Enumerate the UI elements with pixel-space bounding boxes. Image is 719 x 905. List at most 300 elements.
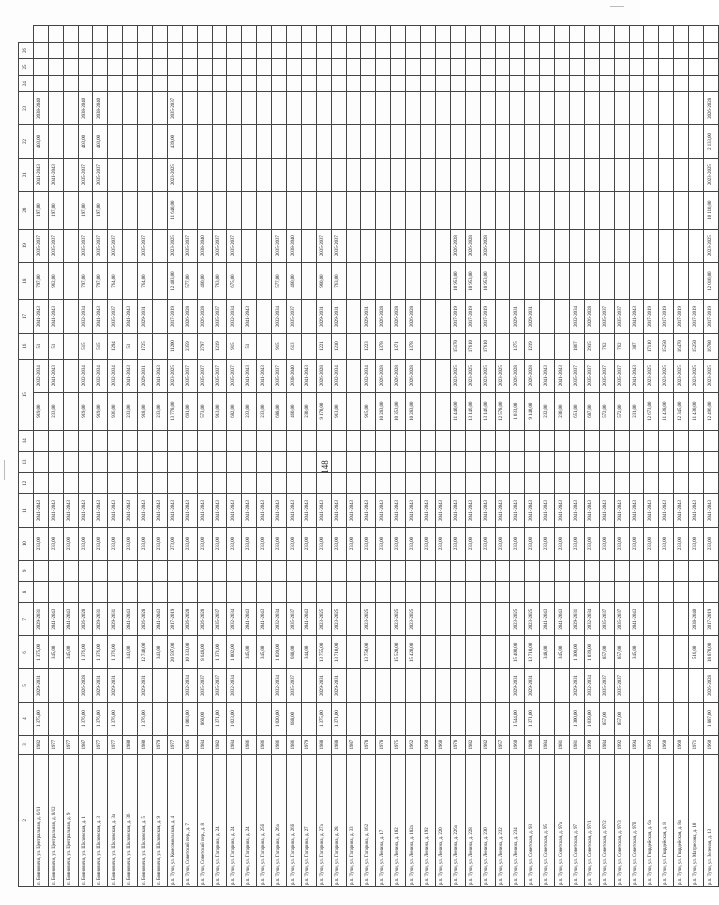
- table-cell: [123, 581, 138, 602]
- table-cell: [584, 125, 599, 158]
- table-cell: [659, 158, 674, 191]
- table-cell: [599, 262, 614, 300]
- table-cell: [123, 42, 138, 59]
- table-cell: [480, 125, 495, 158]
- table-cell: 857,00: [614, 636, 629, 669]
- table-row: [33, 26, 48, 887]
- table-cell: [316, 191, 331, 229]
- table-cell: 1986: [272, 735, 287, 754]
- table-cell: [331, 560, 346, 581]
- table-cell: [435, 636, 450, 669]
- table-cell: 1980: [138, 735, 153, 754]
- table-cell: [659, 191, 674, 229]
- table-cell: [301, 262, 316, 300]
- table-cell: [406, 581, 421, 602]
- table-cell: [555, 125, 570, 158]
- table-cell: [376, 158, 391, 191]
- table-cell: [316, 560, 331, 581]
- table-cell: [421, 42, 436, 59]
- table-cell: [108, 560, 123, 581]
- table-cell: [376, 229, 391, 262]
- table-cell: 2029-2031: [331, 669, 346, 702]
- table-cell: 1988: [331, 735, 346, 754]
- table-cell: [257, 451, 272, 472]
- table-cell: [450, 26, 465, 43]
- table-cell: [584, 59, 599, 76]
- table-cell: [450, 42, 465, 59]
- table-cell: 2032-2034: [272, 669, 287, 702]
- table-cell: [301, 158, 316, 191]
- table-cell: [257, 430, 272, 451]
- table-cell: 403,00: [78, 125, 93, 158]
- table-cell: 51: [123, 333, 138, 359]
- table-cell: [242, 75, 257, 92]
- address-cell: р.п. Тучи, ул. Ленина, д. 234: [510, 754, 525, 886]
- scan-mark: [4, 460, 5, 480]
- table-cell: 233,00: [153, 527, 168, 560]
- table-cell: [406, 92, 421, 125]
- table-cell: [569, 42, 584, 59]
- table-cell: [495, 125, 510, 158]
- table-cell: 2035-2037: [197, 359, 212, 392]
- table-cell: [629, 158, 644, 191]
- table-cell: [242, 581, 257, 602]
- table-cell: 1 376,00: [108, 636, 123, 669]
- table-cell: [301, 560, 316, 581]
- table-cell: 2032-2034: [361, 359, 376, 392]
- table-cell: [644, 26, 659, 43]
- table-cell: 9 170,00: [316, 392, 331, 430]
- table-cell: 1984: [227, 735, 242, 754]
- table-cell: [287, 26, 302, 43]
- table-cell: [123, 473, 138, 494]
- table-cell: 1 300,00: [569, 636, 584, 669]
- table-cell: [257, 560, 272, 581]
- table-cell: 2041-2043: [257, 359, 272, 392]
- table-cell: [584, 430, 599, 451]
- table-cell: [659, 59, 674, 76]
- table-cell: [406, 125, 421, 158]
- table-cell: 2035-2037: [197, 669, 212, 702]
- table-cell: 2032-2034: [569, 300, 584, 333]
- table-cell: [361, 669, 376, 702]
- table-cell: [510, 75, 525, 92]
- table-cell: 2041-2043: [48, 158, 63, 191]
- table-cell: [421, 125, 436, 158]
- table-cell: 2035-2037: [93, 158, 108, 191]
- table-cell: [659, 262, 674, 300]
- address-cell: р.п. Тучи, ул. Советская, д. 97б: [629, 754, 644, 886]
- table-cell: [346, 473, 361, 494]
- table-cell: 2017-2019: [450, 300, 465, 333]
- address-cell: р.п. Тучи, ул. Ленина, д. 182а: [406, 754, 421, 886]
- table-cell: [510, 26, 525, 43]
- address-cell: р.п. Тучи, Советский пер., д. 8: [197, 754, 212, 886]
- table-cell: [540, 702, 555, 735]
- table-cell: 1960: [703, 735, 718, 754]
- table-cell: [153, 581, 168, 602]
- table-cell: 1988: [316, 735, 331, 754]
- table-cell: [346, 359, 361, 392]
- table-cell: [495, 42, 510, 59]
- table-cell: [674, 42, 689, 59]
- table-cell: [287, 581, 302, 602]
- table-row: [421, 26, 436, 887]
- address-cell: р.п. Тучи, ул. Гагарина, д. 162: [361, 754, 376, 886]
- table-cell: 2041-2043: [197, 494, 212, 527]
- table-cell: 2035-2037: [569, 359, 584, 392]
- table-cell: [93, 560, 108, 581]
- table-cell: 51: [48, 333, 63, 359]
- table-cell: [510, 451, 525, 472]
- table-cell: [644, 473, 659, 494]
- table-cell: [287, 42, 302, 59]
- table-cell: 2026-2028: [510, 359, 525, 392]
- table-cell: 2038-2040: [93, 92, 108, 125]
- table-cell: [227, 92, 242, 125]
- table-cell: [391, 191, 406, 229]
- table-cell: [167, 560, 182, 581]
- table-cell: [525, 229, 540, 262]
- table-cell: 2915: [584, 333, 599, 359]
- table-cell: [391, 26, 406, 43]
- table-cell: [108, 451, 123, 472]
- table-cell: 1977: [167, 735, 182, 754]
- table-cell: 2041-2043: [435, 494, 450, 527]
- table-cell: [421, 262, 436, 300]
- table-cell: [153, 59, 168, 76]
- table-row: [584, 26, 599, 887]
- table-cell: [197, 42, 212, 59]
- table-cell: 233,00: [227, 527, 242, 560]
- table-cell: [301, 229, 316, 262]
- table-cell: [242, 430, 257, 451]
- address-cell: п. Бояновичи, ул. Шкловская, д. 9: [153, 754, 168, 886]
- table-cell: [376, 636, 391, 669]
- table-cell: [78, 473, 93, 494]
- table-cell: [421, 26, 436, 43]
- table-cell: [331, 581, 346, 602]
- table-cell: 2041-2043: [33, 300, 48, 333]
- table-cell: [227, 451, 242, 472]
- table-cell: [495, 229, 510, 262]
- table-cell: [495, 59, 510, 76]
- table-row: [182, 26, 197, 887]
- table-cell: 2041-2043: [123, 300, 138, 333]
- table-cell: [331, 430, 346, 451]
- table-cell: [495, 191, 510, 229]
- header-cell: 13: [19, 451, 34, 472]
- table-cell: [376, 451, 391, 472]
- table-row: [465, 26, 480, 887]
- table-cell: 1867: [569, 333, 584, 359]
- table-cell: 233,00: [316, 527, 331, 560]
- table-cell: 345,00: [257, 636, 272, 669]
- table-cell: [584, 92, 599, 125]
- table-cell: [361, 92, 376, 125]
- table-cell: 762: [599, 333, 614, 359]
- table-cell: 233,00: [123, 392, 138, 430]
- table-cell: 2029-2031: [138, 669, 153, 702]
- table-cell: [33, 560, 48, 581]
- table-row: [614, 26, 629, 887]
- table-cell: [421, 158, 436, 191]
- table-row: [301, 26, 316, 887]
- table-cell: [167, 75, 182, 92]
- table-cell: [153, 191, 168, 229]
- table-cell: [614, 26, 629, 43]
- table-cell: [391, 262, 406, 300]
- table-cell: [242, 92, 257, 125]
- header-cell: 21: [19, 158, 34, 191]
- table-cell: 1977: [108, 735, 123, 754]
- table-cell: 230,00: [301, 392, 316, 430]
- table-cell: 233,00: [525, 527, 540, 560]
- table-cell: [510, 59, 525, 76]
- table-cell: [123, 125, 138, 158]
- address-cell: р.п. Тучи, ул. Ленина, д. 230: [480, 754, 495, 886]
- table-cell: 2041-2043: [301, 494, 316, 527]
- table-cell: 2032-2034: [227, 669, 242, 702]
- table-cell: [301, 59, 316, 76]
- table-row: [689, 26, 704, 887]
- table-cell: [197, 191, 212, 229]
- table-cell: [495, 473, 510, 494]
- table-cell: [63, 92, 78, 125]
- table-cell: [287, 473, 302, 494]
- table-cell: 919,00: [33, 392, 48, 430]
- table-cell: [703, 75, 718, 92]
- table-cell: [629, 702, 644, 735]
- table-cell: [391, 560, 406, 581]
- table-cell: 2032-2034: [227, 603, 242, 636]
- table-cell: 1960: [421, 735, 436, 754]
- table-cell: 2041-2043: [361, 494, 376, 527]
- table-cell: [138, 125, 153, 158]
- table-cell: 233,00: [569, 527, 584, 560]
- header-cell: 14: [19, 430, 34, 451]
- address-cell: р.п. Тучи, ул. Гагарина, д. 27а: [316, 754, 331, 886]
- table-cell: [78, 581, 93, 602]
- table-cell: [138, 42, 153, 59]
- table-cell: [33, 42, 48, 59]
- header-cell: 11: [19, 494, 34, 527]
- table-cell: 2023-2025: [495, 359, 510, 392]
- table-cell: [108, 59, 123, 76]
- table-cell: [287, 125, 302, 158]
- table-row: [242, 26, 257, 887]
- table-cell: [242, 125, 257, 158]
- table-cell: 345,00: [555, 636, 570, 669]
- table-cell: [48, 42, 63, 59]
- table-cell: 2023-2025: [167, 229, 182, 262]
- table-cell: [346, 702, 361, 735]
- table-cell: 2041-2043: [421, 494, 436, 527]
- table-cell: [197, 560, 212, 581]
- table-cell: [48, 125, 63, 158]
- table-cell: 233,00: [480, 527, 495, 560]
- table-cell: [78, 560, 93, 581]
- table-cell: [287, 191, 302, 229]
- table-cell: 233,00: [182, 527, 197, 560]
- table-cell: 51: [242, 333, 257, 359]
- table-cell: 233,00: [376, 527, 391, 560]
- table-cell: [227, 560, 242, 581]
- table-cell: 688,00: [272, 392, 287, 430]
- table-cell: 1960: [510, 735, 525, 754]
- table-cell: [569, 262, 584, 300]
- table-cell: 913,00: [212, 392, 227, 430]
- table-cell: [33, 75, 48, 92]
- table-cell: [257, 702, 272, 735]
- table-cell: [525, 430, 540, 451]
- table-cell: 233,00: [659, 527, 674, 560]
- header-cell: 19: [19, 229, 34, 262]
- table-cell: 763,00: [331, 262, 346, 300]
- table-cell: 233,00: [63, 527, 78, 560]
- table-cell: 1994: [629, 735, 644, 754]
- table-cell: [674, 473, 689, 494]
- table-cell: [480, 26, 495, 43]
- table-cell: [525, 560, 540, 581]
- table-cell: [123, 59, 138, 76]
- table-cell: [257, 92, 272, 125]
- table-cell: [689, 451, 704, 472]
- table-cell: [659, 581, 674, 602]
- address-cell: п. Бояновичи, ул. Центральная, д. 8/12: [48, 754, 63, 886]
- table-cell: [153, 125, 168, 158]
- table-cell: [555, 333, 570, 359]
- table-cell: 2041-2043: [555, 603, 570, 636]
- table-cell: [555, 262, 570, 300]
- table-cell: 1982: [465, 735, 480, 754]
- table-cell: 572,00: [599, 392, 614, 430]
- table-cell: [361, 229, 376, 262]
- table-cell: [212, 560, 227, 581]
- table-cell: 2041-2043: [48, 300, 63, 333]
- table-cell: [644, 125, 659, 158]
- table-cell: 2023-2025: [361, 603, 376, 636]
- table-cell: [346, 333, 361, 359]
- table-cell: [480, 92, 495, 125]
- table-cell: 2026-2028: [406, 300, 421, 333]
- table-cell: 307: [629, 333, 644, 359]
- table-cell: [480, 669, 495, 702]
- table-cell: [421, 603, 436, 636]
- table-cell: 2017-2019: [167, 603, 182, 636]
- table-cell: [63, 125, 78, 158]
- table-cell: 2035-2037: [108, 229, 123, 262]
- table-cell: [153, 26, 168, 43]
- table-cell: [242, 669, 257, 702]
- capital-repair-table: [18, 25, 719, 887]
- table-cell: [257, 75, 272, 92]
- table-cell: 2035-2037: [212, 300, 227, 333]
- table-cell: 233,00: [108, 527, 123, 560]
- table-cell: [301, 92, 316, 125]
- table-cell: 2023-2025: [703, 158, 718, 191]
- table-cell: 936,00: [108, 392, 123, 430]
- table-cell: [301, 26, 316, 43]
- table-cell: 13 778,00: [167, 392, 182, 430]
- table-cell: [465, 430, 480, 451]
- table-cell: [346, 26, 361, 43]
- table-cell: 2041-2043: [123, 494, 138, 527]
- table-cell: [257, 473, 272, 494]
- table-cell: [495, 669, 510, 702]
- table-cell: 2023-2025: [703, 229, 718, 262]
- table-cell: 763,00: [212, 262, 227, 300]
- table-cell: [391, 473, 406, 494]
- table-cell: [93, 473, 108, 494]
- table-cell: [435, 581, 450, 602]
- table-cell: [689, 262, 704, 300]
- table-cell: 233,00: [391, 527, 406, 560]
- table-cell: [465, 75, 480, 92]
- table-row: [674, 26, 689, 887]
- table-cell: [376, 125, 391, 158]
- table-cell: 919,00: [78, 392, 93, 430]
- table-cell: 233,00: [540, 527, 555, 560]
- address-cell: р.п. Тучи, ул. Ленина, д. 220: [435, 754, 450, 886]
- table-cell: 2029-2031: [93, 603, 108, 636]
- table-cell: 233,00: [361, 527, 376, 560]
- table-cell: [540, 430, 555, 451]
- table-cell: 2041-2043: [257, 494, 272, 527]
- table-cell: 2038-2040: [33, 92, 48, 125]
- table-cell: [465, 42, 480, 59]
- table-cell: [361, 125, 376, 158]
- table-cell: [555, 300, 570, 333]
- table-cell: [703, 560, 718, 581]
- header-cell: 20: [19, 191, 34, 229]
- table-cell: 12 496,00: [703, 392, 718, 430]
- table-row: [540, 26, 555, 887]
- table-cell: 1 887,00: [703, 702, 718, 735]
- table-cell: 345,00: [242, 636, 257, 669]
- table-cell: [614, 473, 629, 494]
- table-cell: [584, 75, 599, 92]
- address-cell: р.п. Тучи, ул. Матросова, д. 10: [689, 754, 704, 886]
- table-cell: [301, 473, 316, 494]
- table-cell: [406, 42, 421, 59]
- table-cell: [93, 581, 108, 602]
- table-cell: 1 039,00: [584, 636, 599, 669]
- table-cell: 233,00: [123, 527, 138, 560]
- table-cell: 2017-2019: [689, 300, 704, 333]
- table-cell: [421, 669, 436, 702]
- table-cell: 2041-2043: [659, 494, 674, 527]
- table-cell: 2017-2019: [674, 300, 689, 333]
- table-cell: 233,00: [257, 527, 272, 560]
- table-cell: [495, 702, 510, 735]
- table-cell: 2032-2034: [331, 359, 346, 392]
- table-cell: 1979: [153, 735, 168, 754]
- table-cell: 2041-2043: [465, 494, 480, 527]
- table-cell: 11 640,00: [167, 191, 182, 229]
- table-cell: [525, 125, 540, 158]
- table-cell: 2041-2043: [93, 300, 108, 333]
- table-cell: 2026-2028: [703, 92, 718, 125]
- table-cell: [629, 59, 644, 76]
- table-cell: 1981: [569, 735, 584, 754]
- table-cell: [659, 430, 674, 451]
- table-cell: 15 520,00: [391, 636, 406, 669]
- table-cell: [63, 702, 78, 735]
- table-cell: [584, 581, 599, 602]
- table-cell: [138, 92, 153, 125]
- table-cell: 2026-2028: [182, 603, 197, 636]
